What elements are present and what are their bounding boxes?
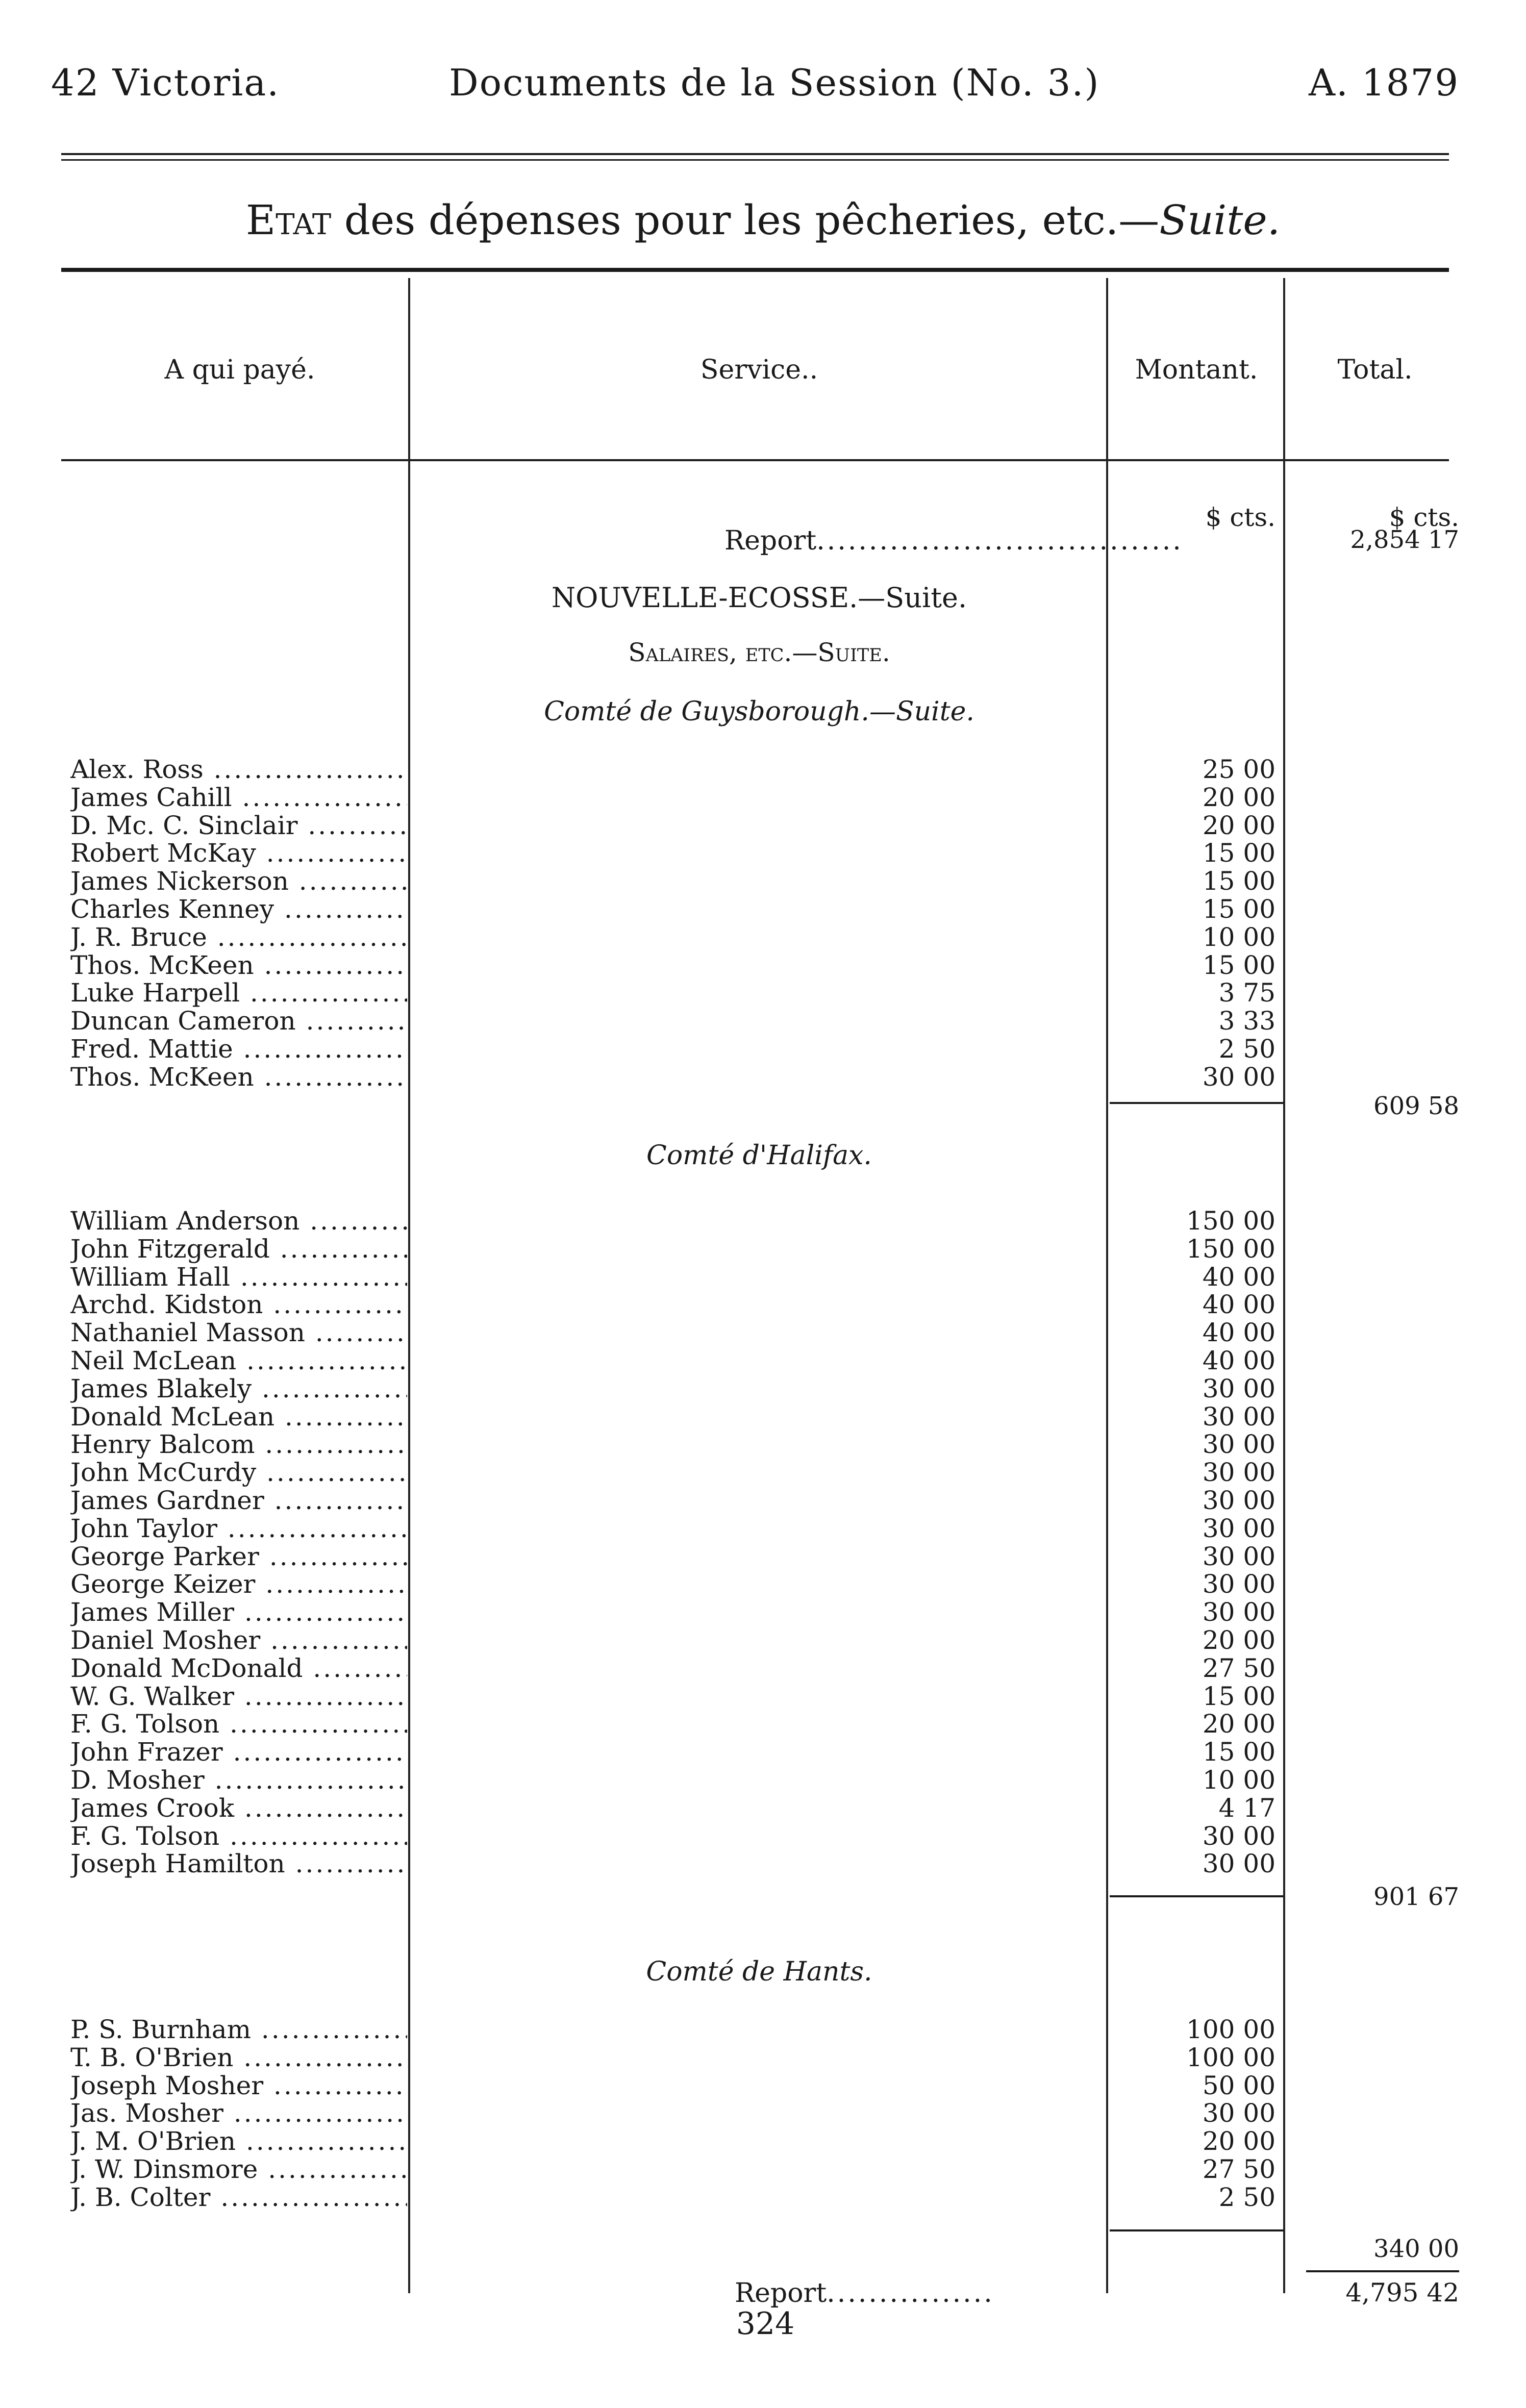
column-header-amount: Montant.: [1135, 355, 1258, 385]
amount-units: $ cts.: [1205, 503, 1275, 532]
payee-name: T. B. O'Brien .....: [70, 2043, 407, 2072]
amount-cell: 30 00: [1202, 1821, 1275, 1851]
payee-name: J. R. Bruce .....: [70, 923, 407, 951]
subtotal-rule-halifax: [1110, 1895, 1283, 1897]
table-row: [0, 1794, 1526, 1822]
payee-name: D. Mosher .....: [70, 1766, 407, 1794]
table-row: [0, 1007, 1526, 1035]
table-row: [0, 895, 1526, 923]
table-row: [0, 1346, 1526, 1375]
payee-name: James Crook .....: [70, 1794, 407, 1822]
page-number: 324: [736, 2306, 795, 2342]
report-forward-label: Report: [735, 2278, 827, 2309]
table-row: [0, 1598, 1526, 1626]
payee-name: W. G. Walker .....: [70, 1682, 407, 1711]
section-heading-guysborough: Comté de Guysborough.—Suite.: [544, 696, 974, 727]
amount-cell: 15 00: [1202, 866, 1275, 896]
table-row: [0, 839, 1526, 867]
table-row: [0, 1458, 1526, 1487]
amount-cell: 30 00: [1202, 1458, 1275, 1488]
amount-cell: 30 00: [1202, 1486, 1275, 1515]
amount-cell: 20 00: [1202, 1709, 1275, 1739]
total-units: $ cts.: [1389, 503, 1459, 532]
section-heading-halifax: Comté d'Halifax.: [646, 1140, 872, 1171]
title-main: des dépenses pour les pêcheries, etc.—: [331, 196, 1160, 244]
column-header-service: Service..: [700, 355, 818, 385]
amount-cell: 15 00: [1202, 894, 1275, 924]
section-heading-hants: Comté de Hants.: [646, 1956, 872, 1987]
amount-cell: 15 00: [1202, 950, 1275, 980]
subtotal-rule-hants: [1110, 2229, 1283, 2231]
table-row: [0, 1035, 1526, 1063]
section-total-hants: 340 00: [1373, 2235, 1459, 2263]
table-row: [0, 2043, 1526, 2072]
amount-cell: 40 00: [1202, 1290, 1275, 1320]
payee-name: Thos. McKeen .....: [70, 1063, 407, 1091]
table-row: [0, 2015, 1526, 2044]
amount-cell: 30 00: [1202, 1597, 1275, 1627]
table-row: [0, 783, 1526, 812]
grand-total-rule: [1306, 2270, 1459, 2272]
amount-cell: 30 00: [1202, 1429, 1275, 1460]
table-row: [0, 867, 1526, 895]
payee-name: J. W. Dinsmore .....: [70, 2155, 407, 2184]
payee-name: Henry Balcom .....: [70, 1430, 407, 1459]
table-row: [0, 2127, 1526, 2155]
table-row: [0, 2071, 1526, 2100]
amount-cell: 20 00: [1202, 1625, 1275, 1655]
amount-cell: 30 00: [1202, 1849, 1275, 1879]
payee-name: John Frazer .....: [70, 1738, 407, 1766]
payee-name: James Blakely .....: [70, 1374, 407, 1403]
header-rule-bottom: [61, 159, 1449, 161]
table-row: [0, 1374, 1526, 1403]
amount-cell: 4 17: [1218, 1793, 1275, 1823]
table-row: [0, 1682, 1526, 1711]
title-lead: Etat: [245, 196, 332, 244]
payee-name: Duncan Cameron .....: [70, 1007, 407, 1035]
amount-cell: 27 50: [1202, 1653, 1275, 1683]
table-row: [0, 1402, 1526, 1431]
column-header-rule: [61, 459, 1449, 461]
payee-name: Luke Harpell .....: [70, 979, 407, 1007]
payee-name: Fred. Mattie .....: [70, 1035, 407, 1063]
table-row: [0, 1738, 1526, 1766]
amount-cell: 30 00: [1202, 1401, 1275, 1432]
table-row: [0, 1235, 1526, 1263]
payee-name: Nathaniel Masson .....: [70, 1318, 407, 1347]
amount-cell: 30 00: [1202, 1062, 1275, 1092]
amount-cell: 30 00: [1202, 1373, 1275, 1403]
header-rule-top: [61, 153, 1449, 155]
amount-cell: 15 00: [1202, 838, 1275, 868]
section-total-guysborough: 609 58: [1373, 1092, 1459, 1120]
payee-name: D. Mc. C. Sinclair .....: [70, 811, 407, 840]
table-row: [0, 2183, 1526, 2212]
table-row: [0, 1849, 1526, 1878]
amount-cell: 100 00: [1186, 2015, 1275, 2044]
amount-cell: 15 00: [1202, 1681, 1275, 1711]
payee-name: Archd. Kidston .....: [70, 1290, 407, 1319]
table-row: [0, 811, 1526, 840]
header-document: Documents de la Session (No. 3.): [449, 61, 1100, 104]
province-heading: NOUVELLE-ECOSSE.—Suite.: [551, 582, 967, 614]
title-suffix: Suite.: [1159, 196, 1281, 244]
amount-cell: 27 50: [1202, 2154, 1275, 2184]
amount-cell: 2 50: [1218, 2182, 1275, 2212]
header-volume: 42 Victoria.: [51, 61, 280, 104]
amount-cell: 50 00: [1202, 2070, 1275, 2100]
amount-cell: 100 00: [1186, 2042, 1275, 2072]
amount-cell: 10 00: [1202, 1765, 1275, 1795]
amount-cell: 15 00: [1202, 1737, 1275, 1767]
table-row: [0, 1654, 1526, 1683]
amount-cell: 20 00: [1202, 810, 1275, 840]
page-title: [0, 196, 1526, 244]
table-row: [0, 1542, 1526, 1571]
amount-cell: 2 50: [1218, 1034, 1275, 1064]
amount-cell: 20 00: [1202, 782, 1275, 812]
table-row: [0, 755, 1526, 784]
amount-cell: 30 00: [1202, 2098, 1275, 2128]
payee-name: Robert McKay .....: [70, 839, 407, 867]
report-carried-label: Report: [724, 525, 817, 556]
payee-name: William Anderson .....: [70, 1207, 407, 1235]
table-row: [0, 1318, 1526, 1347]
payee-name: George Keizer .....: [70, 1570, 407, 1598]
amount-cell: 30 00: [1202, 1513, 1275, 1543]
amount-cell: 3 33: [1218, 1006, 1275, 1036]
payee-name: Daniel Mosher .....: [70, 1626, 407, 1654]
column-header-total: Total.: [1337, 355, 1413, 385]
amount-cell: 40 00: [1202, 1346, 1275, 1375]
payee-name: Neil McLean .....: [70, 1346, 407, 1375]
subtotal-rule-guysborough: [1110, 1102, 1283, 1104]
amount-cell: 10 00: [1202, 922, 1275, 952]
table-row: [0, 1766, 1526, 1794]
subheading-salaries: Salaires, etc.—Suite.: [628, 638, 890, 667]
amount-cell: 25 00: [1202, 755, 1275, 784]
amount-cell: 40 00: [1202, 1318, 1275, 1348]
table-row: [0, 1263, 1526, 1291]
payee-name: George Parker .....: [70, 1542, 407, 1571]
report-carried-total: 2,854 17: [1350, 525, 1459, 554]
payee-name: James Nickerson .....: [70, 867, 407, 895]
table-row: [0, 923, 1526, 951]
table-row: [0, 1063, 1526, 1091]
table-row: [0, 1430, 1526, 1459]
payee-name: William Hall .....: [70, 1263, 407, 1291]
table-row: [0, 1626, 1526, 1654]
amount-cell: 30 00: [1202, 1569, 1275, 1599]
payee-name: J. B. Colter .....: [70, 2183, 407, 2212]
table-top-rule: [61, 268, 1449, 272]
payee-name: John McCurdy .....: [70, 1458, 407, 1487]
payee-name: Joseph Mosher .....: [70, 2071, 407, 2100]
payee-name: Thos. McKeen .....: [70, 951, 407, 980]
payee-name: John Taylor .....: [70, 1514, 407, 1543]
amount-cell: 3 75: [1218, 978, 1275, 1008]
payee-name: P. S. Burnham .....: [70, 2015, 407, 2044]
report-forward-total: 4,795 42: [1345, 2278, 1459, 2307]
header-year: A. 1879: [1309, 61, 1460, 104]
column-header-payee: A qui payé.: [164, 355, 315, 385]
payee-name: F. G. Tolson .....: [70, 1822, 407, 1850]
payee-name: Donald McDonald .....: [70, 1654, 407, 1683]
table-row: [0, 1486, 1526, 1515]
section-total-halifax: 901 67: [1373, 1883, 1459, 1911]
amount-cell: 150 00: [1186, 1206, 1275, 1236]
payee-name: Alex. Ross .....: [70, 755, 407, 784]
amount-cell: 20 00: [1202, 2126, 1275, 2156]
payee-name: James Cahill .....: [70, 783, 407, 812]
amount-cell: 150 00: [1186, 1234, 1275, 1264]
payee-name: Donald McLean .....: [70, 1402, 407, 1431]
table-row: [0, 1207, 1526, 1235]
payee-name: James Miller .....: [70, 1598, 407, 1626]
payee-name: J. M. O'Brien .....: [70, 2127, 407, 2155]
table-row: [0, 979, 1526, 1007]
payee-name: F. G. Tolson .....: [70, 1710, 407, 1738]
amount-cell: 30 00: [1202, 1541, 1275, 1571]
payee-name: Joseph Hamilton .....: [70, 1849, 407, 1878]
payee-name: Charles Kenney .....: [70, 895, 407, 923]
table-row: [0, 951, 1526, 980]
amount-cell: 40 00: [1202, 1262, 1275, 1292]
table-row: [0, 1290, 1526, 1319]
payee-name: Jas. Mosher .....: [70, 2099, 407, 2127]
report-carried: Report...................................: [724, 525, 1183, 556]
payee-name: James Gardner .....: [70, 1486, 407, 1515]
table-row: [0, 2099, 1526, 2127]
table-row: [0, 1514, 1526, 1543]
report-forward: Report................: [735, 2278, 994, 2309]
table-row: [0, 1570, 1526, 1598]
table-row: [0, 1822, 1526, 1850]
table-row: [0, 2155, 1526, 2184]
table-row: [0, 1710, 1526, 1738]
payee-name: John Fitzgerald .....: [70, 1235, 407, 1263]
